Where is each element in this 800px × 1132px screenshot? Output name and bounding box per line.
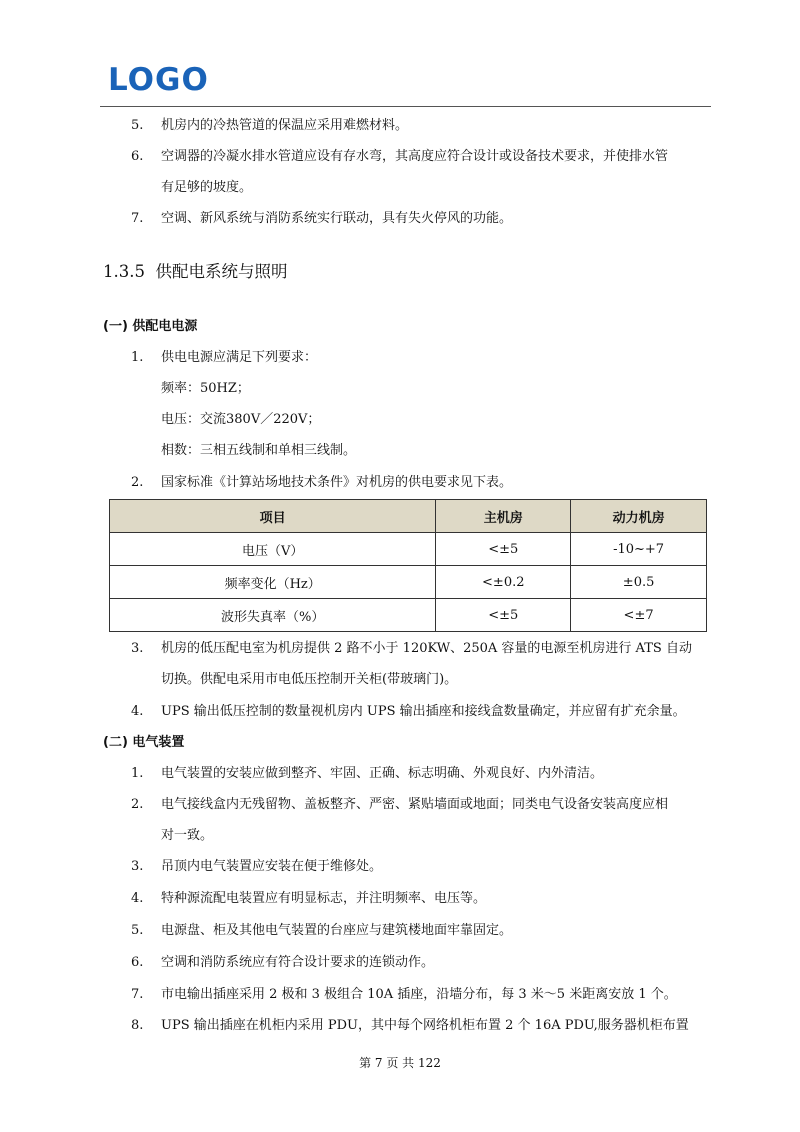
list-item-continuation: 有足够的坡度。: [161, 180, 253, 195]
section-number: 1.3.5: [103, 262, 145, 281]
list-item-number: 6.: [131, 955, 144, 970]
list-item-text: 电气接线盒内无残留物、盖板整齐、严密、紧贴墙面或地面；同类电气设备安装高度应相: [161, 797, 669, 812]
table-cell: 电压（V）: [110, 533, 436, 566]
list-item-text: 空调和消防系统应有符合设计要求的连锁动作。: [161, 955, 435, 970]
list-item-number: 7.: [131, 211, 144, 226]
subsection-heading: (二) 电气装置: [103, 735, 185, 750]
table-cell: <±5: [436, 599, 571, 632]
list-item-text: UPS 输出低压控制的数量视机房内 UPS 输出插座和接线盒数量确定，并应留有扩充余量。: [161, 704, 686, 719]
power-param: 电压：交流380V／220V；: [161, 412, 321, 427]
list-item-number: 2.: [131, 475, 144, 490]
list-item-text: 市电输出插座采用 2 极和 3 极组合 10A 插座，沿墙分布，每 3 米～5 米距离安放 1 个。: [161, 987, 677, 1002]
list-item-number: 7.: [131, 987, 144, 1002]
table-cell: 频率变化（Hz）: [110, 566, 436, 599]
list-item-text: 供电电源应满足下列要求：: [161, 350, 318, 365]
table-row: [110, 533, 707, 566]
list-item-text: 国家标准《计算站场地技术条件》对机房的供电要求见下表。: [161, 475, 513, 490]
table-cell: <±7: [571, 599, 707, 632]
subsection-heading: (一) 供配电电源: [103, 319, 198, 334]
logo: LOGO: [108, 62, 209, 98]
section-title: 供配电系统与照明: [155, 262, 288, 281]
table-row: [110, 566, 707, 599]
list-item-number: 4.: [131, 891, 144, 906]
list-item-number: 8.: [131, 1018, 144, 1033]
list-item-number: 5.: [131, 923, 144, 938]
list-item-text: 机房内的冷热管道的保温应采用难燃材料。: [161, 118, 409, 133]
table-cell: <±5: [436, 533, 571, 566]
table-cell: ±0.5: [571, 566, 707, 599]
list-item-number: 6.: [131, 149, 144, 164]
table-header-cell: 项目: [110, 500, 436, 533]
list-item-continuation: 对一致。: [161, 828, 214, 843]
list-item-number: 3.: [131, 641, 144, 656]
table-cell: 波形失真率（%）: [110, 599, 436, 632]
list-item-number: 4.: [131, 704, 144, 719]
power-param: 频率：50HZ；: [161, 381, 250, 396]
list-item-text: 特种源流配电装置应有明显标志，并注明频率、电压等。: [161, 891, 487, 906]
table-header-cell: 主机房: [436, 500, 571, 533]
list-item-text: 机房的低压配电室为机房提供 2 路不小于 120KW、250A 容量的电源至机房进行 ATS 自动: [161, 641, 692, 656]
list-item-text: 电源盘、柜及其他电气装置的台座应与建筑楼地面牢靠固定。: [161, 923, 513, 938]
table-cell: -10~+7: [571, 533, 707, 566]
list-item-text: UPS 输出插座在机柜内采用 PDU，其中每个网络机柜布置 2 个 16A PDU,服务器机柜布置: [161, 1018, 689, 1033]
table-cell: <±0.2: [436, 566, 571, 599]
list-item-text: 空调器的冷凝水排水管道应设有存水弯，其高度应符合设计或设备技术要求，并使排水管: [161, 149, 669, 164]
table-row: [110, 599, 707, 632]
power-requirements-table: [109, 499, 707, 632]
section-heading: [103, 261, 287, 283]
list-item-number: 3.: [131, 859, 144, 874]
list-item-text: 吊顶内电气装置应安装在便于维修处。: [161, 859, 383, 874]
list-item-continuation: 切换。供配电采用市电低压控制开关柜(带玻璃门)。: [161, 672, 458, 687]
power-param: 相数：三相五线制和单相三线制。: [161, 443, 357, 458]
list-item-number: 5.: [131, 118, 144, 133]
header-divider: [100, 106, 711, 107]
page-number-footer: 第 7 页 共 122: [359, 1056, 441, 1070]
list-item-text: 电气装置的安装应做到整齐、牢固、正确、标志明确、外观良好、内外清洁。: [161, 766, 604, 781]
table-header-cell: 动力机房: [571, 500, 707, 533]
list-item-number: 1.: [131, 350, 144, 365]
list-item-number: 1.: [131, 766, 144, 781]
table-header-row: [110, 500, 707, 533]
list-item-number: 2.: [131, 797, 144, 812]
list-item-text: 空调、新风系统与消防系统实行联动，具有失火停风的功能。: [161, 211, 513, 226]
